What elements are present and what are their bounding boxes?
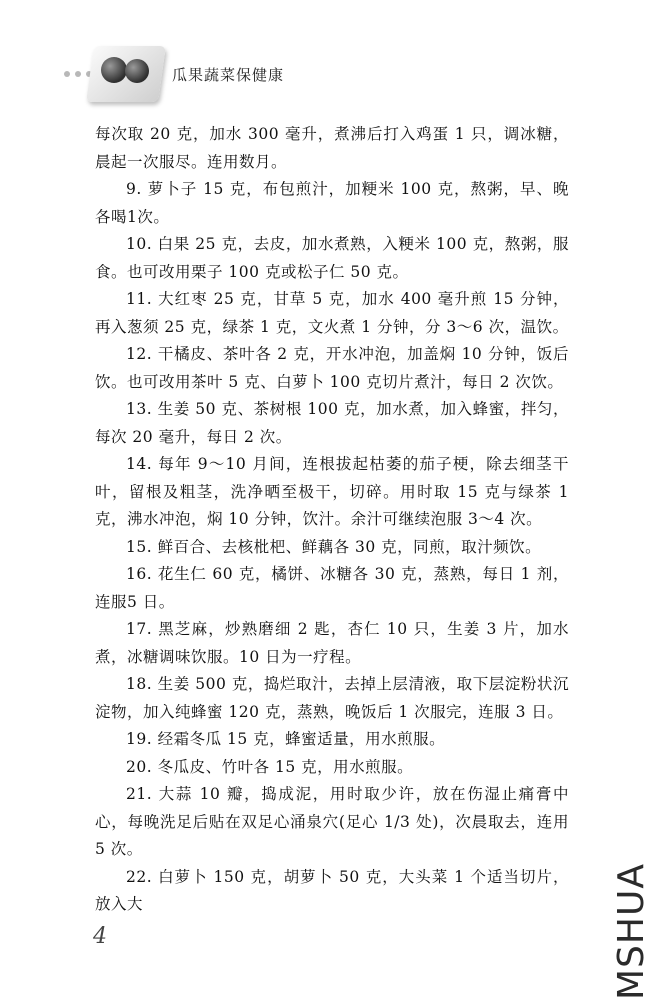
paragraph: 14. 每年 9～10 月间，连根拔起枯萎的茄子梗，除去细茎干叶，留根及粗茎，洗净晒至极干，切碎。用时取 15 克与绿茶 1 克，沸水冲泡，焖 10 分钟，饮汁。余汁可继续泡服 3～4 次。 — [95, 455, 569, 528]
running-header-title: 瓜果蔬菜保健康 — [172, 66, 285, 84]
paragraph: 15. 鲜百合、去核枇杷、鲜藕各 30 克，同煎，取汁频饮。 — [126, 537, 542, 556]
dot-icon — [75, 71, 81, 77]
paragraph: 9. 萝卜子 15 克，布包煎汁，加粳米 100 克，熬粥，早、晚各喝1次。 — [95, 180, 569, 226]
decorative-dots — [64, 71, 92, 77]
paragraph: 22. 白萝卜 150 克，胡萝卜 50 克，大头菜 1 个适当切片，放入大 — [95, 867, 569, 913]
page-header — [0, 0, 662, 110]
paragraph: 21. 大蒜 10 瓣，捣成泥，用时取少许，放在伤湿止痛膏中心，每晚洗足后贴在双足心涌泉穴(足心 1/3 处)，次晨取去，连用 5 次。 — [95, 785, 569, 858]
paragraph: 13. 生姜 50 克、茶树根 100 克，加水煮，加入蜂蜜，拌匀，每次 20 毫升，每日 2 次。 — [95, 400, 569, 446]
paragraph: 10. 白果 25 克，去皮，加水煮熟，入粳米 100 克，熬粥，服食。也可改用栗子 100 克或松子仁 50 克。 — [95, 235, 569, 281]
watermark: MSHUA — [611, 863, 652, 1000]
paragraph: 每次取 20 克，加水 300 毫升，煮沸后打入鸡蛋 1 只，调冰糖，晨起一次服尽。连用数月。 — [95, 125, 569, 171]
paragraph: 16. 花生仁 60 克，橘饼、冰糖各 30 克，蒸熟，每日 1 剂，连服5 日。 — [95, 565, 569, 611]
paragraph: 17. 黑芝麻，炒熟磨细 2 匙，杏仁 10 只，生姜 3 片，加水煮，冰糖调味饮服。10 日为一疗程。 — [95, 620, 569, 666]
body-text — [95, 121, 569, 919]
paragraph: 18. 生姜 500 克，捣烂取汁，去掉上层清液，取下层淀粉状沉淀物，加入纯蜂蜜 120 克，蒸熟，晚饭后 1 次服完，连服 3 日。 — [95, 675, 569, 721]
paragraph: 12. 干橘皮、茶叶各 2 克，开水冲泡，加盖焖 10 分钟，饭后饮。也可改用茶叶 5 克、白萝卜 100 克切片煮汁，每日 2 次饮。 — [95, 345, 569, 391]
paragraph: 20. 冬瓜皮、竹叶各 15 克，用水煎服。 — [126, 757, 414, 776]
paragraph: 19. 经霜冬瓜 15 克，蜂蜜适量，用水煎服。 — [126, 730, 446, 748]
fruit-icon — [125, 59, 149, 83]
page-number: 4 — [93, 924, 107, 949]
dot-icon — [64, 71, 70, 77]
fruit-icon — [101, 57, 127, 83]
paragraph: 11. 大红枣 25 克，甘草 5 克，加水 400 毫升煎 15 分钟，再入葱须 25 克，绿茶 1 克，文火煮 1 分钟，分 3～6 次，温饮。 — [95, 290, 569, 336]
